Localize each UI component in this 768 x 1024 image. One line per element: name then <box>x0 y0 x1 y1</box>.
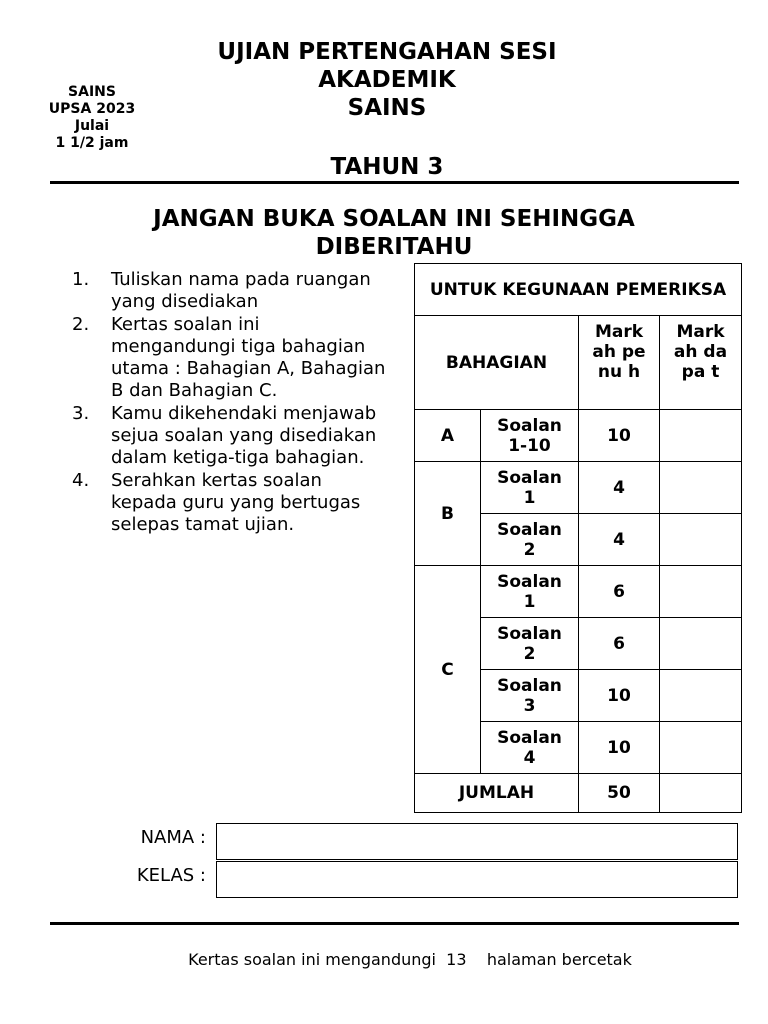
full-marks-cell: 10 <box>579 722 660 774</box>
name-field[interactable] <box>216 823 738 860</box>
table-title: UNTUK KEGUNAAN PEMERIKSA <box>415 264 742 316</box>
instruction-text: Tuliskan nama pada ruangan yang disediakan <box>111 269 371 313</box>
warning-heading: JANGAN BUKA SOALAN INI SEHINGGA DIBERITAHU <box>153 206 635 260</box>
table-row <box>415 410 742 462</box>
question-cell <box>481 618 579 670</box>
full-marks-cell: 6 <box>579 566 660 618</box>
question-text: Soalan 2 <box>497 623 562 664</box>
title-line-1: UJIAN PERTENGAHAN SESI <box>217 39 557 65</box>
total-full-marks-cell: 50 <box>579 774 660 813</box>
question-text: Soalan 3 <box>497 675 562 716</box>
exam-meta <box>40 84 144 152</box>
question-cell <box>481 514 579 566</box>
instruction-text: Serahkan kertas soalan kepada guru yang bertugas selepas tamat ujian. <box>111 469 361 536</box>
total-label-cell: JUMLAH <box>415 774 579 813</box>
instruction-number: 1. <box>72 269 90 290</box>
instruction-item <box>66 403 386 470</box>
full-marks-cell: 10 <box>579 410 660 462</box>
instruction-item <box>66 314 386 403</box>
question-cell <box>481 722 579 774</box>
col-earned-marks-header <box>660 316 742 410</box>
earned-marks-cell[interactable] <box>660 722 742 774</box>
instruction-number: 2. <box>72 313 90 335</box>
page-title <box>180 38 594 122</box>
col-section-header: BAHAGIAN <box>415 316 579 410</box>
question-cell <box>481 670 579 722</box>
full-marks-cell: 10 <box>579 670 660 722</box>
earned-marks-cell[interactable] <box>660 670 742 722</box>
table-row <box>415 462 742 514</box>
instruction-text: Kertas soalan ini mengandungi tiga bahagian utama : Bahagian A, Bahagian B dan Bahagian C. <box>111 313 386 402</box>
top-divider <box>50 181 739 184</box>
question-text: Soalan 4 <box>497 727 562 768</box>
total-earned-marks-cell[interactable] <box>660 774 742 813</box>
table-column-row <box>415 316 742 410</box>
question-text: Soalan 1 <box>497 571 562 612</box>
col-full-marks-header <box>579 316 660 410</box>
meta-month: Julai <box>74 118 110 134</box>
section-cell: A <box>415 410 481 462</box>
earned-marks-cell[interactable] <box>660 462 742 514</box>
instruction-number: 3. <box>72 402 90 424</box>
title-line-3: SAINS <box>347 95 427 121</box>
earned-marks-cell[interactable] <box>660 566 742 618</box>
question-cell <box>481 410 579 462</box>
instruction-item <box>66 269 386 314</box>
instruction-number: 4. <box>72 469 90 491</box>
class-label: KELAS : <box>136 865 206 886</box>
meta-duration: 1 1/2 jam <box>55 135 129 151</box>
table-total-row <box>415 774 742 813</box>
instructions-list <box>66 269 386 537</box>
full-marks-cell: 4 <box>579 462 660 514</box>
col-full-marks-text: Mark ah penu h <box>592 322 646 382</box>
table-row <box>415 566 742 618</box>
name-label: NAMA : <box>140 827 206 848</box>
full-marks-cell: 4 <box>579 514 660 566</box>
full-marks-cell: 6 <box>579 618 660 670</box>
class-field[interactable] <box>216 861 738 898</box>
section-cell: B <box>415 462 481 566</box>
col-earned-marks-text: Mark ah dapa t <box>673 322 728 382</box>
question-cell <box>481 462 579 514</box>
year-heading: TAHUN 3 <box>330 154 444 180</box>
instruction-item <box>66 470 386 537</box>
examiner-table <box>414 263 742 813</box>
instruction-text: Kamu dikehendaki menjawab sejua soalan yang disediakan dalam ketiga-tiga bahagian. <box>111 402 377 469</box>
meta-exam-code: UPSA 2023 <box>48 101 136 117</box>
earned-marks-cell[interactable] <box>660 410 742 462</box>
title-line-2: AKADEMIK <box>318 67 456 93</box>
question-text: Soalan 1 <box>497 467 562 508</box>
section-cell: C <box>415 566 481 774</box>
meta-subject: SAINS <box>68 84 116 100</box>
table-header-row <box>415 264 742 316</box>
question-cell <box>481 566 579 618</box>
question-text: Soalan 1-10 <box>497 415 562 456</box>
earned-marks-cell[interactable] <box>660 514 742 566</box>
page-count-footer: Kertas soalan ini mengandungi 13 halaman bercetak <box>188 950 632 969</box>
bottom-divider <box>50 922 739 925</box>
question-text: Soalan 2 <box>497 519 562 560</box>
earned-marks-cell[interactable] <box>660 618 742 670</box>
